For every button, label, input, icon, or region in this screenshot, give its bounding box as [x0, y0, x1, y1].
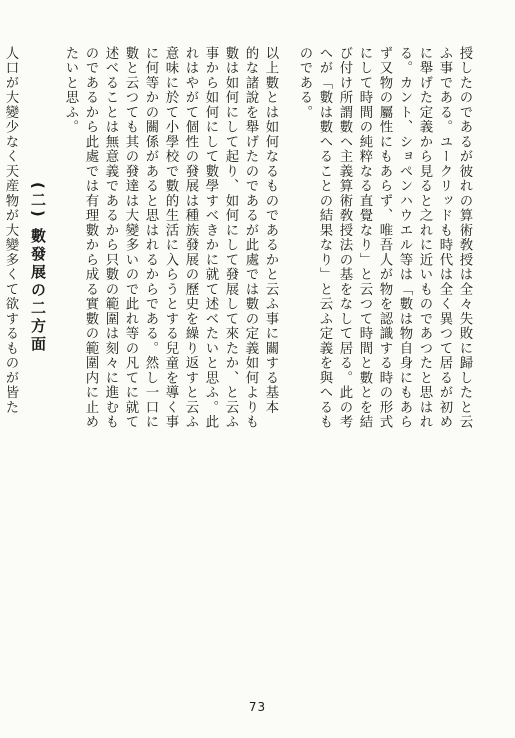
text-column: 數と云つても其の發達は大變多いので此れ等の凡てに就て	[123, 46, 138, 430]
text-column: 以上數とは如何なるものであるかと云ふ事に關する基本	[263, 46, 278, 415]
text-column: のであるから此處では有理數から成る實數の範圍内に止め	[83, 46, 98, 430]
text-column: び付け所謂數ヘ主義算術敎授法の基をなして居る。此の考	[337, 46, 352, 430]
text-column: 意味に於て小學校で數的生活に入らうとする兒童を導く事	[163, 46, 178, 430]
text-column: のである。	[297, 46, 312, 120]
text-column: 述べることは無意義であるから只數の範圍は刻々に進むも	[103, 46, 118, 430]
section-heading: (二) 數發展の二方面	[29, 182, 47, 354]
text-column: 的な諸說を舉げたのであるが此處では數の定義如何よりも	[243, 46, 258, 430]
text-column: に何等かの關係があると思はれるからである。然し一口に	[143, 46, 158, 430]
text-column: に舉げた定義から見ると之れに近いものであつたと思はれ	[417, 46, 432, 430]
text-column: 事から如何にして數學すべきかに就て述べたいと思ふ。此	[203, 46, 218, 430]
text-column: ず又物の屬性にもあらず、唯吾人が物を認識する時の形式	[377, 46, 392, 430]
text-column: 授したのであるが彼れの算術敎授は全々失敗に歸したと云	[457, 46, 472, 430]
text-column: へが「數は數へることの結果なり」と云ふ定義を與へるも	[317, 46, 332, 430]
text-column: にして時間の純粹なる直覺なり」と云つて時間と數とを結	[357, 46, 372, 430]
text-column: ふ事である。ユークリッドも時代は全く異つて居るが初め	[437, 46, 452, 430]
text-column: 數は如何にして起り、如何にして發展して來たか、と云ふ	[223, 46, 238, 430]
text-column: 人口が大變少なく天産物が大變多くて欲するものが皆た	[3, 46, 18, 415]
page-number: 73	[248, 700, 267, 714]
text-area	[3, 46, 472, 666]
text-column: たいと思ふ。	[63, 46, 78, 135]
text-column: る。カント、ショペンハウエル等は「數は物自身にもあら	[397, 46, 412, 430]
text-column: れはやがて個性の發展は種族發展の歷史を繰り返すと云ふ	[183, 46, 198, 430]
